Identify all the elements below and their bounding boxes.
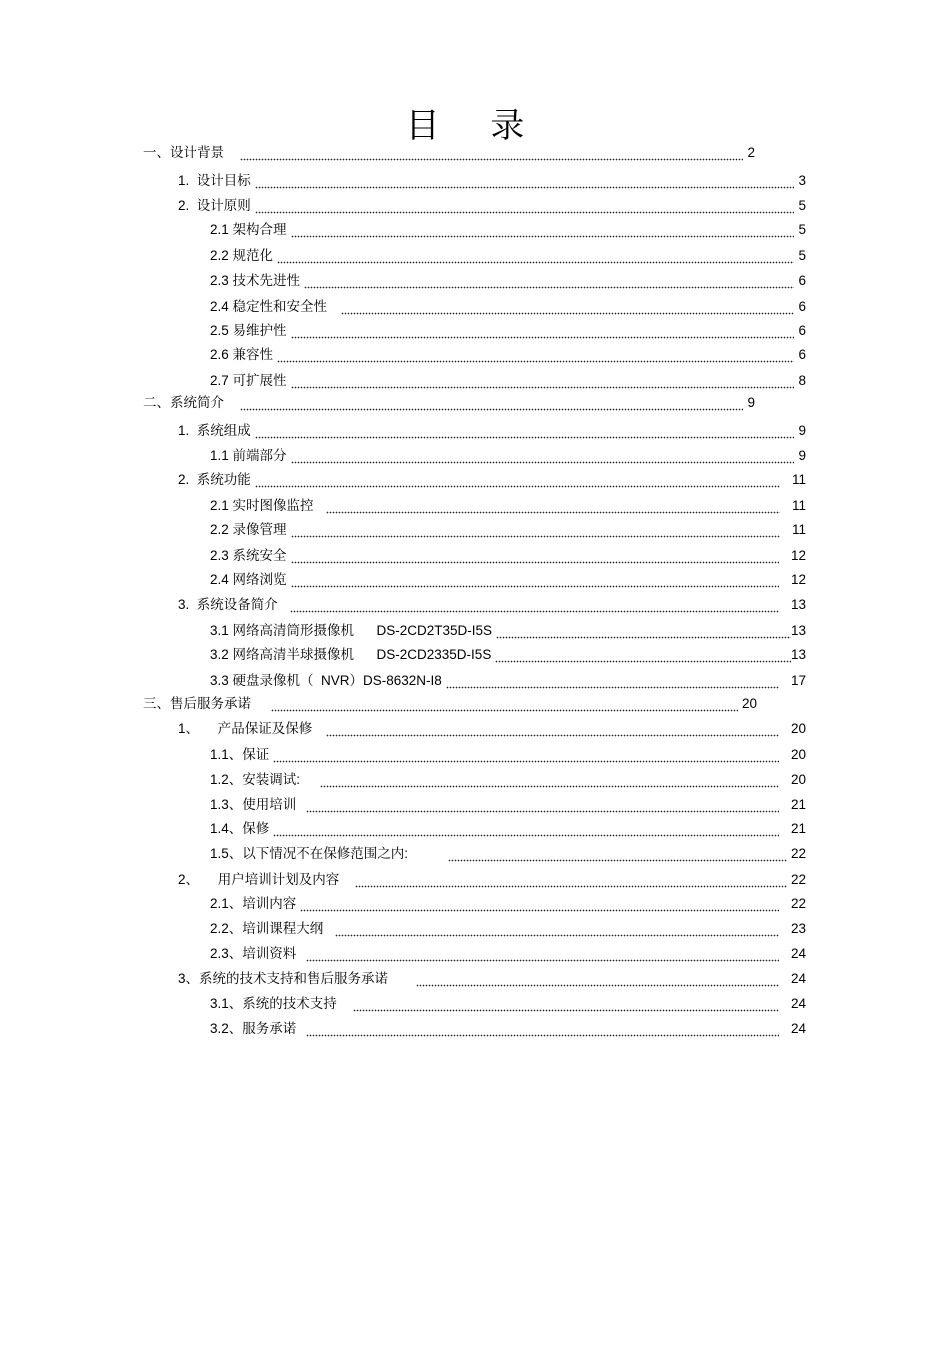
toc-entry[interactable] [210,548,806,564]
dot-leader [326,500,780,514]
dot-leader [495,649,791,663]
toc-entry-label: 1.5、以下情况不在保修范围之内: [210,846,409,861]
toc-entry-label: 2.1 架构合理 [210,222,287,237]
dot-leader [300,898,779,912]
dot-leader [240,397,743,411]
toc-entry-label: 2.4 网络浏览 [210,572,287,587]
toc-entry-page: 22 [790,896,806,911]
toc-entry-label: 2. 系统功能 [178,472,251,487]
toc-entry[interactable] [210,921,806,937]
toc-entry-label: 2.4 稳定性和安全性 [210,299,328,314]
dot-leader [355,874,787,888]
toc-entry[interactable] [178,597,806,613]
toc-entry-label: 3、系统的技术支持和售后服务承诺 [178,971,389,986]
toc-entry-page: 24 [790,971,806,986]
toc-entry-page: 22 [790,846,806,861]
toc-entry-label: 1.2、安装调试: [210,772,301,787]
toc-entry-label: 1. 设计目标 [178,173,251,188]
toc-entry-page: 24 [790,996,806,1011]
dot-leader [304,275,794,289]
toc-entry-label: 3.1 网络高清筒形摄像机 DS-2CD2T35D-I5S [210,623,493,638]
toc-entry[interactable] [178,173,806,189]
toc-entry[interactable] [210,448,806,464]
toc-entry-page: 20 [790,721,806,736]
dot-leader [255,425,795,439]
toc-entry-label: 2.2 录像管理 [210,522,287,537]
toc-entry-page: 8 [798,373,806,388]
toc-entry[interactable] [210,498,806,514]
dot-leader [277,349,794,363]
toc-entry-page: 13 [790,623,806,638]
toc-entry-label: 2.6 兼容性 [210,347,274,362]
toc-entry-label: 2.1 实时图像监控 [210,498,314,513]
toc-entry[interactable] [143,696,757,712]
toc-entry-page: 13 [790,597,806,612]
toc-entry-label: 2.2、培训课程大纲 [210,921,324,936]
toc-entry-label: 2.3 技术先进性 [210,273,301,288]
dot-leader [291,224,795,238]
toc-entry-page: 17 [790,673,806,688]
toc-entry[interactable] [210,896,806,912]
toc-entry-label: 一、设计背景 [143,145,224,160]
toc-entry-page: 2 [747,145,755,160]
toc-entry-page: 9 [798,423,806,438]
dot-leader [291,524,780,538]
toc-entry[interactable] [178,472,806,488]
dot-leader [320,774,779,788]
dot-leader [240,147,743,161]
toc-entry[interactable] [178,971,806,987]
page-title: 目 录 [405,106,545,146]
dot-leader [446,675,779,689]
dot-leader [291,574,779,588]
toc-entry-page: 5 [798,198,806,213]
toc-entry[interactable] [210,772,806,788]
dot-leader [277,250,794,264]
toc-entry[interactable] [210,673,806,689]
toc-entry-page: 24 [790,1021,806,1036]
toc-entry-label: 2.3、培训资料 [210,946,297,961]
toc-entry-page: 23 [790,921,806,936]
toc-entry[interactable] [210,299,806,315]
dot-leader [341,301,794,315]
toc-entry[interactable] [210,522,806,538]
toc-entry[interactable] [178,198,806,214]
dot-leader [496,625,791,639]
toc-entry[interactable] [210,1021,806,1037]
toc-entry[interactable] [210,373,806,389]
toc-entry[interactable] [210,347,806,363]
toc-entry-page: 13 [790,647,806,662]
dot-leader [306,1023,779,1037]
toc-entry[interactable] [178,423,806,439]
toc-entry-label: 1.1 前端部分 [210,448,287,463]
toc-entry[interactable] [210,946,806,962]
toc-entry-page: 21 [790,797,806,812]
toc-entry-label: 3. 系统设备简介 [178,597,278,612]
dot-leader [448,848,787,862]
toc-entry[interactable] [210,821,806,837]
toc-entry-label: 2.1、培训内容 [210,896,297,911]
toc-entry-page: 21 [790,821,806,836]
dot-leader [291,450,795,464]
toc-entry-label: 2.3 系统安全 [210,548,287,563]
dot-leader [271,698,738,712]
toc-entry[interactable] [143,145,755,161]
toc-entry-page: 20 [790,747,806,762]
toc-entry-label: 1.1、保证 [210,747,270,762]
toc-entry-page: 11 [791,522,806,537]
toc-entry-label: 二、系统简介 [143,395,224,410]
dot-leader [273,749,779,763]
toc-entry-page: 6 [798,323,806,338]
toc-entry-label: 1. 系统组成 [178,423,251,438]
toc-entry-label: 2. 设计原则 [178,198,251,213]
toc-entry-label: 1、 产品保证及保修 [178,721,313,736]
toc-entry[interactable] [210,222,806,238]
toc-entry-label: 2.7 可扩展性 [210,373,287,388]
dot-leader [335,923,779,937]
toc-entry-page: 3 [798,173,806,188]
toc-entry-label: 2.2 规范化 [210,248,274,263]
dot-leader [255,200,795,214]
toc-entry-page: 11 [791,472,806,487]
dot-leader [273,823,779,837]
toc-entry[interactable] [210,273,806,289]
toc-entry-page: 9 [747,395,755,410]
toc-entry-page: 9 [798,448,806,463]
toc-entry[interactable] [143,395,755,411]
toc-entry-page: 20 [790,772,806,787]
toc-entry-page: 12 [790,572,806,587]
toc-entry-page: 24 [790,946,806,961]
toc-entry-page: 5 [798,222,806,237]
dot-leader [290,599,779,613]
toc-entry[interactable] [210,623,806,639]
toc-entry-page: 11 [791,498,806,513]
toc-entry-label: 2、 用户培训计划及内容 [178,872,340,887]
toc-entry[interactable] [210,248,806,264]
toc-entry[interactable] [178,872,806,888]
toc-entry[interactable] [210,647,806,663]
toc-entry-page: 6 [798,299,806,314]
dot-leader [291,325,795,339]
toc-entry-page: 6 [798,273,806,288]
toc-entry[interactable] [210,323,806,339]
dot-leader [291,375,795,389]
toc-entry-label: 2.5 易维护性 [210,323,287,338]
toc-entry-label: 3.2、服务承诺 [210,1021,297,1036]
dot-leader [306,799,779,813]
toc-entry[interactable] [210,846,806,862]
toc-entry-label: 1.4、保修 [210,821,270,836]
toc-entry[interactable] [178,721,806,737]
dot-leader [306,948,779,962]
dot-leader [291,550,779,564]
toc-entry-label: 3.1、系统的技术支持 [210,996,337,1011]
toc-entry[interactable] [210,572,806,588]
toc-entry-label: 3.2 网络高清半球摄像机 DS-2CD2335D-I5S [210,647,492,662]
toc-entry[interactable] [210,996,806,1012]
toc-entry-page: 6 [798,347,806,362]
toc-entry-label: 三、售后服务承诺 [143,696,251,711]
dot-leader [326,723,779,737]
toc-entry[interactable] [210,797,806,813]
toc-entry[interactable] [210,747,806,763]
dot-leader [353,998,779,1012]
toc-entry-page: 22 [790,872,806,887]
toc-entry-label: 1.3、使用培训 [210,797,297,812]
toc-entry-page: 5 [798,248,806,263]
dot-leader [416,973,779,987]
dot-leader [255,474,780,488]
toc-entry-page: 20 [741,696,757,711]
toc-entry-page: 12 [790,548,806,563]
toc-entry-label: 3.3 硬盘录像机（ NVR）DS-8632N-I8 [210,673,442,688]
dot-leader [255,175,795,189]
